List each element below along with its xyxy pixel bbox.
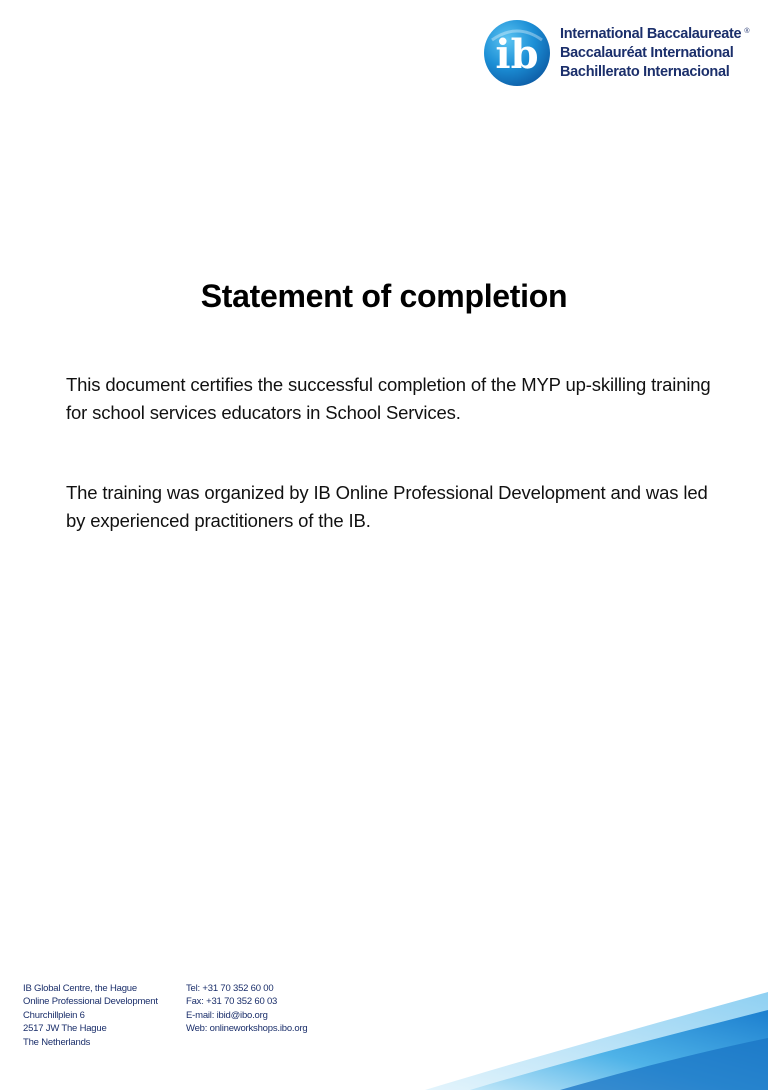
ib-logo-mark-icon xyxy=(482,18,552,88)
footer-website: Web: onlineworkshops.ibo.org xyxy=(186,1023,308,1035)
footer-address-line: IB Global Centre, the Hague xyxy=(23,983,137,994)
logo-mark-text: ib xyxy=(495,31,539,78)
ib-logo xyxy=(482,18,750,88)
page-title: Statement of completion xyxy=(200,278,568,314)
footer-address-line: Online Professional Development xyxy=(23,996,158,1008)
footer-email: E-mail: ibid@ibo.org xyxy=(186,1009,268,1021)
body-paragraph-organizer: The training was organized by IB Online Professional Development and was led by experienced practitioners of the IB. xyxy=(66,482,708,531)
footer-contact xyxy=(186,982,308,1036)
logo-line-es: Bachillerato Internacional xyxy=(560,63,730,80)
logo-line-en: International Baccalaureate xyxy=(560,25,742,42)
registered-mark: ® xyxy=(744,27,750,35)
footer-address xyxy=(23,982,158,1049)
body-paragraph-certification: This document certifies the successful completion of the MYP up-skilling training for school services educators in School Services. xyxy=(66,374,711,423)
footer-address-line: The Netherlands xyxy=(23,1036,91,1048)
footer-fax: Fax: +31 70 352 60 03 xyxy=(186,996,278,1008)
footer-phone: Tel: +31 70 352 60 00 xyxy=(186,983,274,994)
footer-address-line: Churchillplein 6 xyxy=(23,1009,85,1021)
logo-wordmark xyxy=(560,25,750,82)
logo-line-fr: Baccalauréat International xyxy=(560,44,734,61)
footer-address-line: 2517 JW The Hague xyxy=(23,1023,107,1035)
